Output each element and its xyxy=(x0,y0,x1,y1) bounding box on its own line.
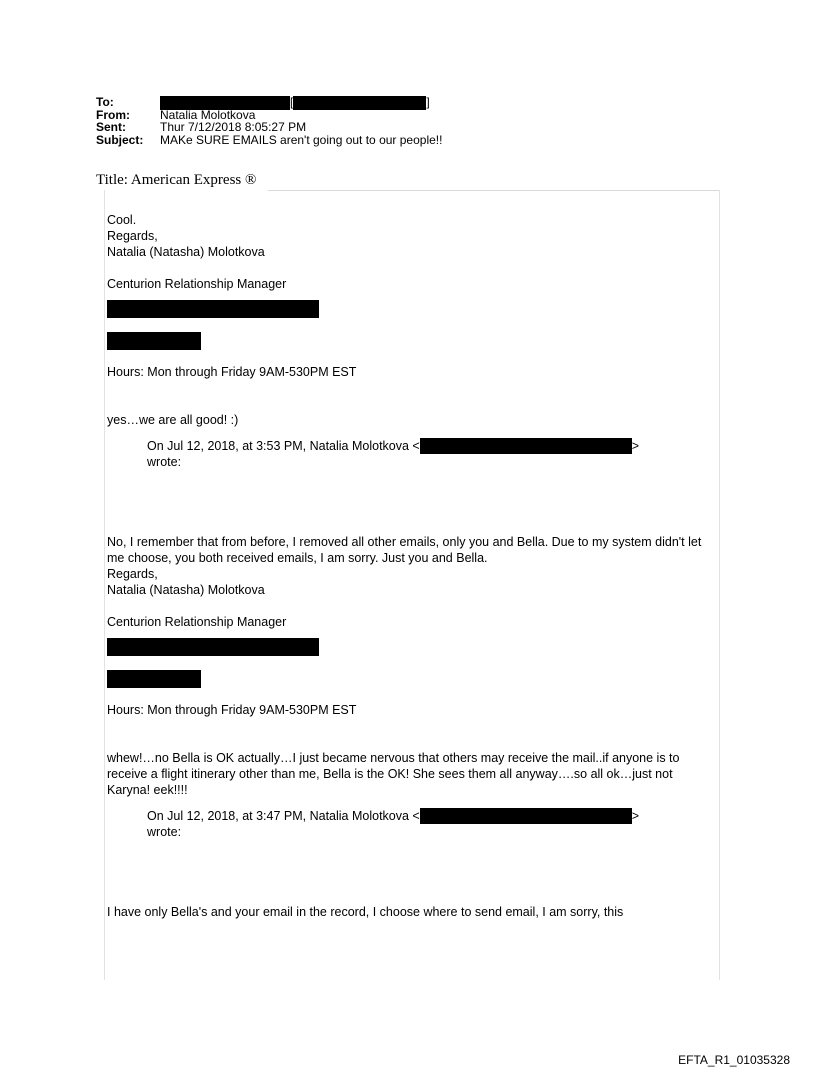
redaction-bar xyxy=(107,300,319,318)
from-label: From: xyxy=(96,107,130,122)
signature-name: Natalia (Natasha) Molotkova xyxy=(107,583,265,597)
body-line: Cool. xyxy=(107,213,137,227)
message-body xyxy=(107,212,707,920)
sent-label: Sent: xyxy=(96,120,126,134)
subject-label: Subject: xyxy=(96,132,144,147)
body-line: I have only Bella's and your email in the record, I choose where to send email, I am sorry, this xyxy=(107,905,624,919)
signature-name: Natalia (Natasha) Molotkova xyxy=(107,245,265,259)
redaction-bar xyxy=(107,332,201,350)
redaction-bar xyxy=(293,96,426,110)
document-id: EFTA_R1_01035328 xyxy=(678,1053,790,1067)
quote-wrote: wrote: xyxy=(147,825,182,839)
signature-hours: Hours: Mon through Friday 9AM-530PM EST xyxy=(107,703,357,717)
from-value: Natalia Molotkova xyxy=(160,107,256,122)
body-line: Regards, xyxy=(107,229,158,243)
redaction-bar xyxy=(420,808,632,824)
subject-value: MAKe SURE EMAILS aren't going out to our people!! xyxy=(160,132,443,147)
to-bracket-open: [ xyxy=(290,95,294,109)
body-paragraph: whew!…no Bella is OK actually…I just became nervous that others may receive the mail..if anyone is to receive a flight itinerary other than me, Bella is the OK! She sees them all anyway….so all ok…just not Karyna! eek!!!! xyxy=(107,751,680,797)
signature-hours: Hours: Mon through Friday 9AM-530PM EST xyxy=(107,365,357,379)
quote-attribution: On Jul 12, 2018, at 3:53 PM, Natalia Molotkova < > xyxy=(147,439,640,453)
body-paragraph: No, I remember that from before, I removed all other emails, only you and Bella. Due to my system didn't let me choose, you both received emails, I am sorry. Just you and Bella. xyxy=(107,535,702,565)
redaction-bar xyxy=(107,670,201,688)
message-title: Title: American Express ® xyxy=(96,172,257,188)
sent-value: Thur 7/12/2018 8:05:27 PM xyxy=(160,120,307,134)
quote-wrote: wrote: xyxy=(147,455,182,469)
redaction-bar xyxy=(420,438,632,454)
to-bracket-close: ] xyxy=(426,95,430,109)
signature-role: Centurion Relationship Manager xyxy=(107,615,287,629)
to-label: To: xyxy=(96,95,114,109)
body-line: Regards, xyxy=(107,567,158,581)
signature-role: Centurion Relationship Manager xyxy=(107,277,287,291)
body-line: yes…we are all good! :) xyxy=(107,413,239,427)
redaction-bar xyxy=(107,638,319,656)
quote-attribution: On Jul 12, 2018, at 3:47 PM, Natalia Molotkova < > xyxy=(147,809,640,823)
